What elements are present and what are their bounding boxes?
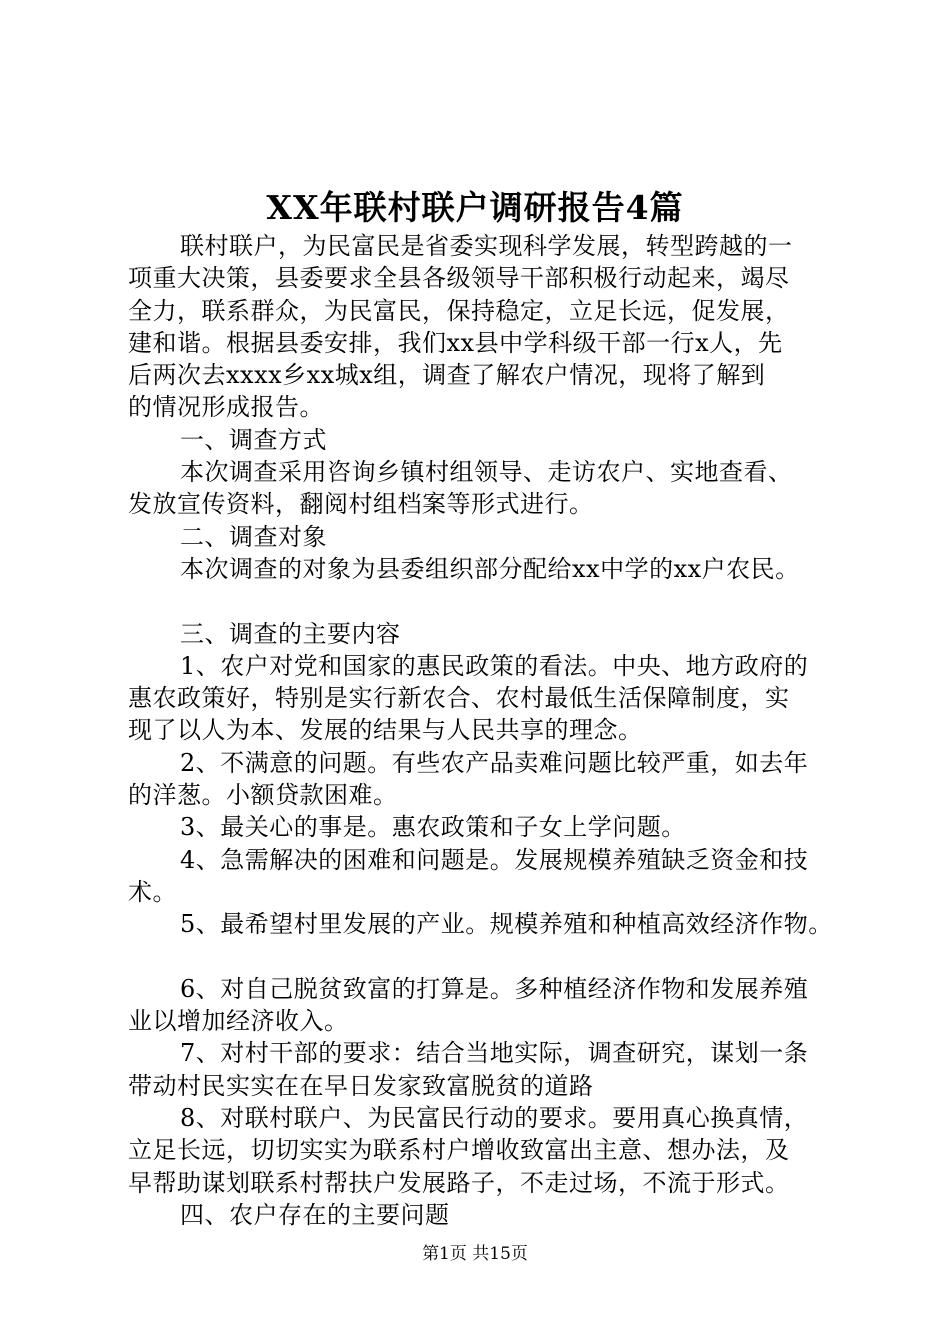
page-footer: 第1页 共15页 xyxy=(422,1244,528,1264)
document-title: XX年联村联户调研报告4篇 xyxy=(266,188,684,227)
paragraph-line: 本次调查采用咨询乡镇村组领导、走访农户、实地查看、 xyxy=(180,458,793,487)
paragraph-line: 3、最关心的事是。惠农政策和子女上学问题。 xyxy=(180,813,686,842)
paragraph-line: 2、不满意的问题。有些农产品卖难问题比较严重，如去年 xyxy=(180,748,809,777)
document-body xyxy=(128,230,848,1231)
paragraph-line: 的洋葱。小额贷款困难。 xyxy=(128,781,398,810)
paragraph-line: 全力，联系群众，为民富民，保持稳定，立足长远，促发展， xyxy=(128,296,790,325)
paragraph-line: 5、最希望村里发展的产业。规模养殖和种植高效经济作物。 xyxy=(180,910,833,939)
paragraph-line: 本次调查的对象为县委组织部分配给xx中学的xx户农民。 xyxy=(180,554,800,583)
paragraph-line: 带动村民实实在在早日发家致富脱贫的道路 xyxy=(128,1071,594,1100)
paragraph-line: 现了以人为本、发展的结果与人民共享的理念。 xyxy=(128,716,643,745)
paragraph-line: 项重大决策，县委要求全县各级领导干部积极行动起来，竭尽 xyxy=(128,264,790,293)
paragraph-line: 的情况形成报告。 xyxy=(128,393,324,422)
paragraph-line: 业以增加经济收入。 xyxy=(128,1007,349,1036)
paragraph-line: 8、对联村联户、为民富民行动的要求。要用真心换真情， xyxy=(180,1104,809,1133)
paragraph-line: 建和谐。根据县委安排，我们xx县中学科级干部一行x人，先 xyxy=(128,328,783,357)
section-heading: 四、农户存在的主要问题 xyxy=(180,1200,450,1229)
blank-line xyxy=(128,941,848,973)
paragraph-line: 早帮助谋划联系村帮扶户发展路子，不走过场，不流于形式。 xyxy=(128,1168,790,1197)
paragraph-line: 惠农政策好，特别是实行新农合、农村最低生活保障制度，实 xyxy=(128,684,790,713)
section-heading: 二、调查对象 xyxy=(180,522,327,551)
paragraph-line: 联村联户，为民富民是省委实现科学发展，转型跨越的一 xyxy=(180,232,793,260)
paragraph-line: 发放宣传资料，翻阅村组档案等形式进行。 xyxy=(128,490,594,519)
paragraph-line: 立足长远，切切实实为联系村户增收致富出主意、想办法，及 xyxy=(128,1136,790,1165)
blank-line xyxy=(128,585,848,617)
paragraph-line: 4、急需解决的困难和问题是。发展规模养殖缺乏资金和技 xyxy=(180,845,809,874)
paragraph-line: 1、农户对党和国家的惠民政策的看法。中央、地方政府的 xyxy=(180,651,809,680)
section-heading: 三、调查的主要内容 xyxy=(180,619,401,648)
paragraph-line: 6、对自己脱贫致富的打算是。多种植经济作物和发展养殖 xyxy=(180,974,809,1003)
paragraph-line: 7、对村干部的要求：结合当地实际，调查研究，谋划一条 xyxy=(180,1039,809,1068)
paragraph-line: 术。 xyxy=(128,877,177,906)
section-heading: 一、调查方式 xyxy=(180,425,327,454)
paragraph-line: 后两次去xxxx乡xx城x组，调查了解农户情况，现将了解到 xyxy=(128,361,766,390)
